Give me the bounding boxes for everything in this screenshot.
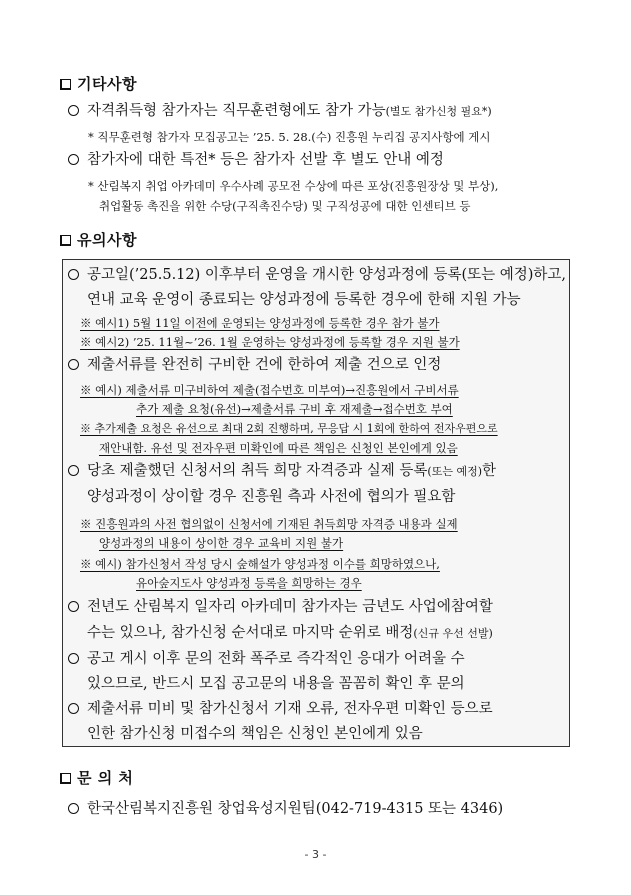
square-bullet-icon: [60, 235, 71, 246]
circle-bullet-icon: [68, 703, 79, 714]
caution-item-3: 당초 제출했던 신청서의 취득 희망 자격증과 실제 등록(또는 예정)한: [68, 461, 496, 482]
caution-item-3-cont: 양성과정이 상이할 경우 진흥원 측과 사전에 협의가 필요함: [87, 489, 456, 505]
caution-item-6-cont: 인한 참가신청 미접수의 책임은 신청인 본인에게 있음: [87, 726, 423, 742]
page-number: - 3 -: [304, 848, 327, 861]
etc-note-2: * 산림복지 취업 아카데미 우수사례 공모전 수상에 따른 포상(진흥원장상 및 부상),: [88, 179, 499, 193]
caution-notice-1-cont: 재안내함. 유선 및 전자우편 미확인에 따른 책임은 신청인 본인에게 있음: [99, 441, 458, 455]
caution-item-5-cont: 있으므로, 반드시 모집 공고문의 내용을 꼼꼼히 확인 후 문의: [87, 676, 465, 692]
caution-example-4: ※ 예시) 참가신청서 작성 당시 숲해설가 양성과정 이수를 희망하였으나,: [80, 557, 440, 571]
contact-line: 한국산림복지진흥원 창업육성지원팀(042-719-4315 또는 4346): [68, 799, 503, 819]
caution-notice-2: ※ 진흥원과의 사전 협의없이 신청서에 기재된 취득희망 자격증 내용과 실제: [80, 517, 458, 531]
caution-example-3-cont: 추가 제출 요청(유선)→제출서류 구비 후 재제출→접수번호 부여: [136, 402, 453, 416]
caution-item-5: 공고 게시 이후 문의 전화 폭주로 즉각적인 응대가 어려울 수: [68, 649, 465, 669]
circle-bullet-icon: [68, 105, 79, 116]
circle-bullet-icon: [68, 269, 79, 280]
etc-item-2: 참가자에 대한 특전* 등은 참가자 선발 후 별도 안내 예정: [68, 150, 444, 170]
caution-item-1: 공고일(’25.5.12) 이후부터 운영을 개시한 양성과정에 등록(또는 예정)하고,: [68, 265, 566, 285]
section-title-caution: 유의사항: [60, 229, 137, 250]
etc-note-1: * 직무훈련형 참가자 모집공고는 ’25. 5. 28.(수) 진흥원 누리집 공지사항에 게시: [88, 130, 491, 144]
caution-item-4: 전년도 산림복지 일자리 아카데미 참가자는 금년도 사업에참여할: [68, 597, 493, 617]
caution-example-4-cont: 유아숲지도사 양성과정 등록을 희망하는 경우: [136, 576, 362, 590]
square-bullet-icon: [60, 79, 71, 90]
circle-bullet-icon: [68, 653, 79, 664]
etc-note-3: 취업활동 촉진을 위한 수당(구직촉진수당) 및 구직성공에 대한 인센티브 등: [99, 199, 471, 213]
section-title-etc: 기타사항: [60, 73, 137, 94]
square-bullet-icon: [60, 773, 71, 784]
caution-example-1: ※ 예시1) 5월 11일 이전에 운영되는 양성과정에 등록한 경우 참가 불가: [80, 316, 440, 330]
etc-item-1: 자격취득형 참가자는 직무훈련형에도 참가 가능(별도 참가신청 필요*): [68, 101, 492, 122]
caution-example-3: ※ 예시) 제출서류 미구비하여 제출(접수번호 미부여)→진흥원에서 구비서류: [80, 383, 459, 397]
caution-item-4-cont: 수는 있으나, 참가신청 순서대로 마지막 순위로 배정(신규 우선 선발): [87, 625, 493, 641]
caution-item-2: 제출서류를 완전히 구비한 건에 한하여 제출 건으로 인정: [68, 355, 441, 375]
circle-bullet-icon: [68, 154, 79, 165]
circle-bullet-icon: [68, 601, 79, 612]
section-title-contact: 문 의 처: [60, 767, 133, 788]
caution-example-2: ※ 예시2) ’25. 11월~’26. 1월 운영하는 양성과정에 등록할 경우 지원 불가: [80, 335, 460, 349]
caution-notice-1: ※ 추가제출 요청은 유선으로 최대 2회 진행하며, 무응답 시 1회에 한하여 전자우편으로: [80, 422, 498, 435]
circle-bullet-icon: [68, 803, 79, 814]
circle-bullet-icon: [68, 465, 79, 476]
caution-item-1-cont: 연내 교육 운영이 종료되는 양성과정에 등록한 경우에 한해 지원 가능: [87, 292, 521, 308]
caution-notice-2-cont: 양성과정의 내용이 상이한 경우 교육비 지원 불가: [99, 536, 344, 550]
circle-bullet-icon: [68, 359, 79, 370]
caution-item-6: 제출서류 미비 및 참가신청서 기재 오류, 전자우편 미확인 등으로: [68, 699, 493, 719]
